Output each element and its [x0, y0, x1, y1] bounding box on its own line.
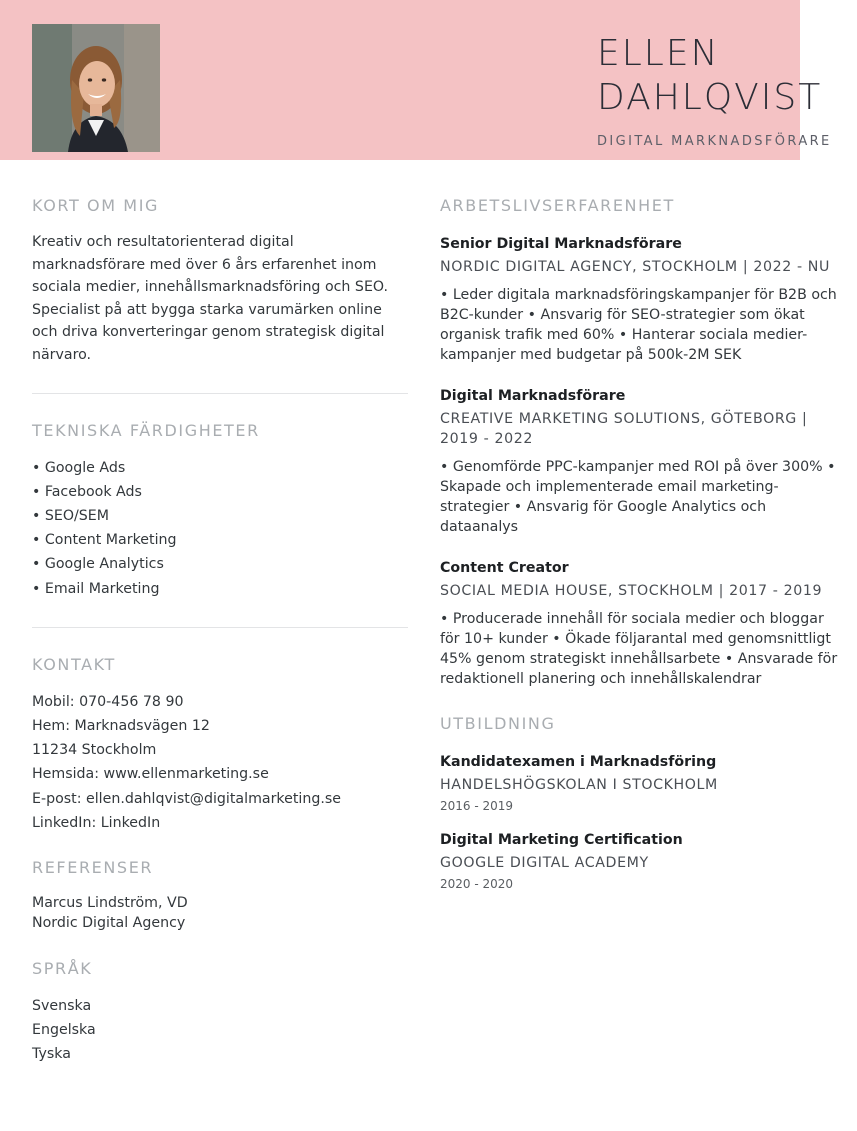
references-heading: REFERENSER [32, 858, 154, 877]
list-item: • Facebook Ads [32, 483, 142, 500]
description-line: kampanjer med budgetar på 500k-2M SEK [440, 347, 742, 363]
job-company: NORDIC DIGITAL AGENCY, STOCKHOLM | 2022 - NU [440, 259, 830, 275]
job-entry [440, 557, 838, 689]
job-entry [440, 385, 836, 537]
degree-title: Kandidatexamen i Marknadsföring [440, 754, 717, 770]
list-item: • Google Analytics [32, 556, 164, 573]
job-title: Senior Digital Marknadsförare [440, 236, 682, 252]
about-text: Kreativ och resultatorienterad digital marknadsförare med över 6 års erfarenhet inom sociala medier, innehållsmarknadsföring och SEO. Specialist på att bygga starka varumärken online och driva konverteringar genom strategisk digital närvaro. [32, 234, 389, 363]
languages-list [32, 994, 408, 1067]
job-entry [440, 233, 837, 365]
about-section [32, 195, 408, 367]
contact-email[interactable]: E-post: ellen.dahlqvist@digitalmarketing.se [32, 790, 341, 807]
school-name: GOOGLE DIGITAL ACADEMY [440, 855, 649, 871]
header-banner [0, 0, 832, 160]
job-description [440, 285, 837, 365]
education-years: 2020 - 2020 [440, 877, 514, 891]
experience-section [440, 195, 838, 689]
list-item: • Email Marketing [32, 580, 160, 597]
profile-photo [32, 24, 160, 152]
languages-section [32, 958, 408, 1067]
experience-heading: ARBETSLIVSERFARENHET [440, 196, 675, 215]
description-line: dataanalys [440, 519, 519, 535]
contact-section [32, 654, 408, 835]
contact-heading: KONTAKT [32, 654, 116, 674]
description-line: redaktionell planering och innehållskalendrar [440, 671, 762, 687]
left-column [32, 195, 408, 1066]
description-line: • Producerade innehåll för sociala medier och bloggar [440, 611, 824, 627]
job-description [440, 609, 838, 689]
education-years: 2016 - 2019 [440, 799, 514, 813]
education-entry [440, 751, 800, 815]
education-section [440, 713, 800, 893]
education-heading: UTBILDNING [440, 714, 556, 733]
list-item: Tyska [32, 1046, 71, 1063]
degree-title: Digital Marketing Certification [440, 832, 683, 848]
description-line: B2C-kunder • Ansvarig för SEO-strategier som ökat [440, 307, 805, 323]
school-name: HANDELSHÖGSKOLAN I STOCKHOLM [440, 777, 718, 793]
description-line: för 10+ kunder • Ökade följarantal med genomsnittligt [440, 631, 831, 647]
right-column [440, 195, 838, 907]
description-line: Skapade och implementerade email marketing- [440, 479, 779, 495]
job-description [440, 457, 836, 537]
job-title: Content Creator [440, 560, 569, 576]
about-heading: KORT OM MIG [32, 196, 160, 215]
skills-section [32, 420, 408, 601]
list-item: Engelska [32, 1022, 96, 1039]
description-line: • Genomförde PPC-kampanjer med ROI på över 300% • [440, 459, 836, 475]
portrait-image [32, 24, 160, 152]
contact-address: Hem: Marknadsvägen 12 [32, 717, 210, 734]
description-line: organisk trafik med 60% • Hanterar sociala medier- [440, 327, 808, 343]
contact-list [32, 690, 408, 835]
job-company [440, 409, 808, 449]
list-item: • Google Ads [32, 459, 126, 476]
contact-phone: Mobil: 070-456 78 90 [32, 693, 184, 710]
job-title: Digital Marknadsförare [440, 388, 626, 404]
list-item: • SEO/SEM [32, 507, 110, 524]
divider [32, 627, 408, 628]
job-company: SOCIAL MEDIA HOUSE, STOCKHOLM | 2017 - 2019 [440, 583, 823, 599]
description-line: • Leder digitala marknadsföringskampanjer för B2B och [440, 287, 837, 303]
reference-name: Marcus Lindström, VD [32, 895, 188, 911]
education-entry [440, 829, 800, 893]
candidate-role: DIGITAL MARKNADSFÖRARE [597, 134, 832, 149]
skills-heading: TEKNISKA FÄRDIGHETER [32, 420, 260, 440]
company-line: CREATIVE MARKETING SOLUTIONS, GÖTEBORG | [440, 411, 808, 427]
company-line: 2019 - 2022 [440, 431, 533, 447]
languages-heading: SPRÅK [32, 958, 93, 978]
reference-company: Nordic Digital Agency [32, 915, 186, 932]
list-item: Svenska [32, 997, 92, 1014]
description-line: strategier • Ansvarig för Google Analytics och [440, 499, 767, 515]
list-item: • Content Marketing [32, 532, 177, 549]
skills-list [32, 456, 408, 601]
contact-website[interactable]: Hemsida: www.ellenmarketing.se [32, 766, 269, 783]
contact-city: 11234 Stockholm [32, 742, 157, 759]
contact-linkedin[interactable]: LinkedIn: LinkedIn [32, 814, 161, 831]
divider [32, 393, 408, 394]
candidate-name: ELLEN DAHLQVIST [597, 33, 823, 118]
references-section [32, 857, 408, 934]
description-line: 45% genom strategiskt innehållsarbete • Ansvarade för [440, 651, 838, 667]
